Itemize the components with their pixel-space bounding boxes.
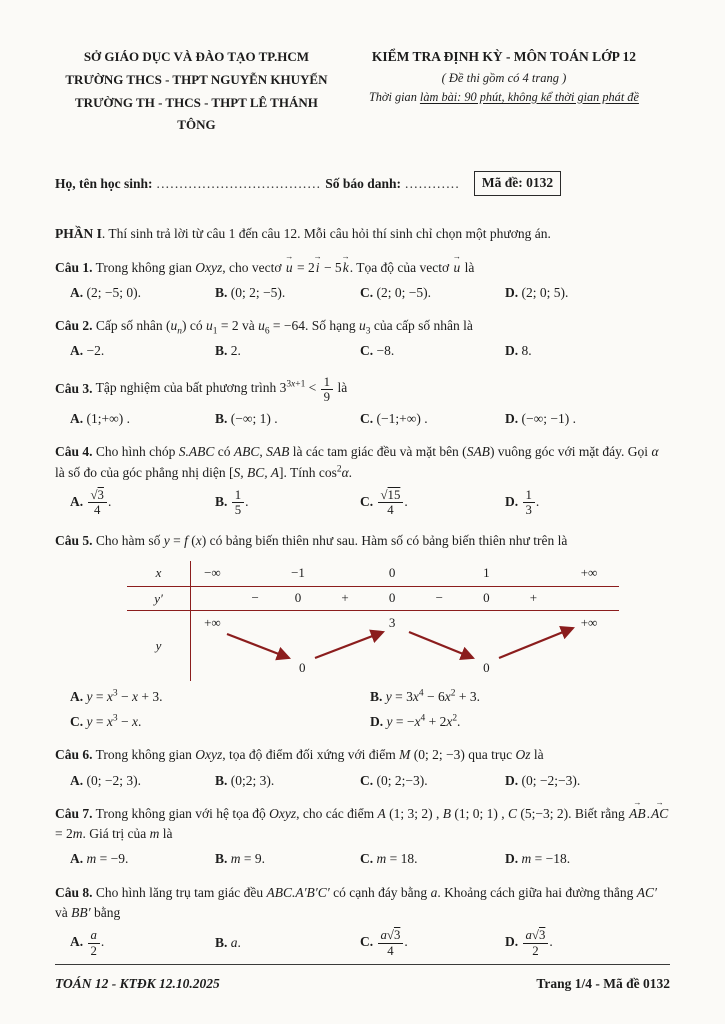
y-max: 3 [388, 614, 396, 630]
option-a-key: A. [70, 688, 84, 704]
question-6 [55, 745, 670, 791]
option-d [505, 409, 670, 429]
option-b-key: B. [370, 688, 383, 704]
y-limit-left: +∞ [204, 614, 221, 630]
option-c-value: (−1;+∞) . [376, 411, 428, 427]
y-row-values [191, 611, 619, 681]
option-b [215, 771, 360, 791]
option-d-value: $y = -x^4 + 2x^2$. [386, 713, 461, 730]
option-a [70, 928, 215, 958]
option-a-value: −2. [86, 343, 105, 359]
exam-pages-note: ( Đề thi gồm có 4 trang ) [441, 70, 567, 85]
option-d-key: D. [505, 284, 519, 300]
issuer-block [55, 46, 338, 137]
option-d [505, 771, 670, 791]
time-underlined: làm bài: 90 phút, không kể thời gian phát đề [419, 89, 639, 104]
option-d [505, 488, 670, 518]
yprime-sign: + [529, 589, 538, 605]
option-d [505, 849, 670, 869]
variation-table-yprime-row [127, 587, 619, 611]
option-d-value: (−∞; −1) . [521, 411, 576, 427]
option-c-key: C. [360, 934, 374, 950]
yprime-zero: 0 [483, 589, 490, 605]
exam-title-block [338, 46, 670, 137]
question-2-body: Cấp số nhân $(u_n)$ có $u_1 = 2$ và $u_6 = -64$. Số hạng $u_3$ của cấp số nhân là [95, 318, 473, 337]
option-a-key: A. [70, 772, 84, 788]
yprime-row-label: y′ [127, 587, 191, 610]
question-2-text [55, 316, 670, 336]
yprime-zero: 0 [388, 589, 396, 605]
option-d-key: D. [505, 493, 519, 509]
question-3-options [55, 409, 670, 429]
option-d-value: (0; −2;−3). [521, 772, 581, 788]
option-c-key: C. [70, 714, 84, 730]
student-id-label: Số báo danh: [325, 175, 402, 191]
y-min-1: 0 [299, 660, 306, 676]
option-b-key: B. [215, 772, 228, 788]
yprime-row-values [191, 587, 619, 610]
option-a [70, 341, 215, 361]
option-b-key: B. [215, 411, 228, 427]
variation-table-x-row [127, 561, 619, 587]
issuer-line-2: TRƯỜNG THCS - THPT NGUYỄN KHUYẾN [65, 71, 328, 87]
question-2 [55, 316, 670, 362]
option-a-value: (2; −5; 0). [86, 284, 141, 300]
question-5 [55, 531, 670, 733]
option-a [70, 771, 215, 791]
option-a-value: (0; −2; 3). [86, 772, 141, 788]
option-b-key: B. [215, 934, 228, 950]
time-prefix: Thời gian [368, 89, 420, 104]
yprime-sign: − [435, 589, 443, 605]
option-b-value: $\frac{1}{5}$ . [231, 494, 249, 509]
option-c-key: C. [360, 493, 374, 509]
question-7-options [55, 849, 670, 869]
option-d [505, 928, 670, 958]
option-c [360, 488, 505, 518]
option-b-value: 2. [230, 343, 241, 359]
yprime-zero: 0 [294, 589, 302, 605]
option-c [360, 849, 505, 869]
y-row-label: y [127, 611, 191, 681]
issuer-line-3: TRƯỜNG TH - THCS - THPT LÊ THÁNH TÔNG [75, 94, 318, 133]
option-b-value: (0; 2; −5). [230, 284, 286, 300]
option-b [215, 849, 360, 869]
option-c-key: C. [360, 284, 374, 300]
question-3-text [55, 375, 670, 405]
question-5-body: Cho hàm số y = f (x) có bảng biến thiên như sau. Hàm số có bảng biến thiên như trên là [95, 532, 568, 548]
question-1 [55, 258, 670, 304]
question-3 [55, 375, 670, 430]
part1-label: PHẦN I [55, 226, 102, 242]
option-d [505, 283, 670, 303]
option-b [215, 283, 360, 303]
question-7 [55, 804, 670, 870]
option-a-value: $y = x^3 - x + 3$. [86, 688, 163, 704]
x-row-values [191, 561, 619, 586]
option-b [215, 341, 360, 361]
x-value: −∞ [204, 564, 221, 580]
option-d-key: D. [505, 772, 519, 788]
option-a [70, 687, 370, 707]
option-d-key: D. [505, 411, 519, 427]
option-a-key: A. [70, 493, 84, 509]
student-name-label: Họ, tên học sinh: [55, 175, 153, 191]
option-a-key: A. [70, 851, 84, 867]
footer-exam-info: TOÁN 12 - KTĐK 12.10.2025 [55, 975, 220, 991]
question-4-text [55, 442, 670, 483]
option-d-value: 8. [521, 343, 532, 359]
question-7-body: Trong không gian với hệ tọa độ Oxyz, cho các điểm A (1; 3; 2) , B (1; 0; 1) , C (5;−3; 2). Biết rằng → AB.→ AC = 2m. Giá trị của m là [55, 806, 669, 841]
option-a-key: A. [70, 411, 84, 427]
page-footer [55, 964, 670, 994]
option-c-key: C. [360, 343, 374, 359]
option-c-value: (0; 2;−3). [376, 772, 428, 788]
question-1-body: Trong không gian Oxyz, cho vectơ → u = 2→ i − 5→ k. Tọa độ của vectơ → u là [96, 260, 475, 275]
option-c-key: C. [360, 411, 374, 427]
trend-up-arrow [315, 632, 383, 658]
option-c [360, 928, 505, 958]
exam-header [55, 46, 670, 137]
option-c-value: (2; 0; −5). [376, 284, 431, 300]
question-3-label: Câu 3. [55, 380, 93, 396]
option-b [370, 687, 670, 707]
yprime-sign: − [251, 589, 259, 605]
question-4 [55, 442, 670, 517]
option-d [370, 712, 670, 732]
question-5-label: Câu 5. [55, 532, 93, 548]
option-c-key: C. [360, 851, 374, 867]
option-c [360, 771, 505, 791]
question-8 [55, 883, 670, 958]
option-d-key: D. [505, 851, 519, 867]
question-1-label: Câu 1. [55, 259, 93, 275]
question-4-options [55, 488, 670, 518]
x-value: 0 [388, 564, 396, 580]
option-a-value: (1;+∞) . [86, 411, 130, 427]
part1-heading [55, 224, 670, 244]
option-a-key: A. [70, 343, 84, 359]
option-b-value: (0;2; 3). [230, 772, 275, 788]
option-a [70, 283, 215, 303]
option-c-value: $\frac{a√3}{4}$ . [377, 934, 408, 949]
variation-table [127, 561, 619, 681]
part1-instructions: . Thí sinh trả lời từ câu 1 đến câu 12. Mỗi câu hỏi thí sinh chỉ chọn một phương án. [101, 226, 551, 242]
option-d [505, 341, 670, 361]
issuer-line-1: SỞ GIÁO DỤC VÀ ĐÀO TẠO TP.HCM [83, 49, 310, 64]
option-c [360, 341, 505, 361]
question-6-text [55, 745, 670, 765]
option-c-value: −8. [376, 343, 395, 359]
option-d-key: D. [505, 934, 519, 950]
option-c-value: m = 18. [376, 851, 418, 867]
question-1-options [55, 283, 670, 303]
option-a-value: $\frac{√3}{4}$ . [87, 494, 112, 509]
exam-time-note [338, 88, 670, 108]
option-a [70, 488, 215, 518]
exam-code-box: Mã đề: 0132 [474, 171, 561, 196]
question-7-label: Câu 7. [55, 805, 93, 821]
option-d-value: m = −18. [521, 851, 571, 867]
question-6-label: Câu 6. [55, 747, 93, 763]
option-c [70, 712, 370, 732]
x-row-label: x [127, 561, 191, 586]
question-4-body: Cho hình chóp S.ABC có ABC, SAB là các tam giác đều và mặt bên (SAB) vuông góc với mặt đáy. Gọi α là số đo của góc phẳng nhị diện [S, BC, A]. Tính $\cos^2\alpha$. [55, 444, 659, 480]
student-name-dotted-field: .................................... [156, 175, 322, 191]
question-4-label: Câu 4. [55, 444, 93, 460]
footer-page-number: Trang 1/4 - Mã đề 0132 [536, 975, 670, 991]
option-b-value: m = 9. [230, 851, 266, 867]
option-d-key: D. [370, 714, 384, 730]
x-value: +∞ [580, 564, 598, 580]
question-8-options [55, 928, 670, 958]
exam-title: KIỂM TRA ĐỊNH KỲ - MÔN TOÁN LỚP 12 [371, 49, 636, 64]
option-c-value: $y = x^3 - x$. [86, 713, 142, 730]
variation-arrows [191, 611, 619, 681]
question-2-options [55, 341, 670, 361]
option-b-key: B. [215, 493, 228, 509]
option-b-value: $y = 3x^4 - 6x^2 + 3$. [385, 688, 480, 704]
question-8-label: Câu 8. [55, 884, 93, 900]
trend-down-arrow [409, 632, 473, 658]
trend-up-arrow [499, 628, 573, 658]
option-c [360, 409, 505, 429]
question-8-text [55, 883, 670, 924]
option-b [215, 933, 360, 953]
option-a [70, 849, 215, 869]
option-c-key: C. [360, 772, 374, 788]
question-8-body: Cho hình lăng trụ tam giác đều ABC.A′B′C′ có cạnh đáy bằng a. Khoảng cách giữa hai đường thẳng AC′ và BB′ bằng [55, 884, 657, 920]
option-d-value: $\frac{1}{3}$ . [522, 494, 540, 509]
option-c [360, 283, 505, 303]
option-c-value: $\frac{√15}{4}$ . [377, 494, 408, 509]
student-id-dotted-field: ............ [405, 175, 460, 191]
question-7-text [55, 804, 670, 845]
question-5-options [55, 687, 670, 733]
option-a [70, 409, 215, 429]
option-d-value: $\frac{a√3}{2}$ . [522, 934, 553, 949]
option-b-key: B. [215, 284, 228, 300]
question-1-text [55, 258, 670, 278]
option-b-value: a. [230, 934, 241, 950]
option-a-key: A. [70, 284, 84, 300]
trend-down-arrow [227, 634, 289, 658]
option-b [215, 409, 360, 429]
x-value: 1 [483, 564, 490, 580]
option-b-key: B. [215, 343, 228, 359]
question-6-body: Trong không gian Oxyz, tọa độ điểm đối xứng với điểm M (0; 2; −3) qua trục Oz là [95, 747, 544, 763]
option-d-key: D. [505, 343, 519, 359]
question-5-text [55, 531, 670, 551]
option-b [215, 488, 360, 518]
y-limit-right: +∞ [580, 614, 598, 630]
question-6-options [55, 771, 670, 791]
option-a-key: A. [70, 934, 84, 950]
option-a-value: m = −9. [86, 851, 129, 867]
option-b-key: B. [215, 851, 228, 867]
question-3-body: Tập nghiệm của bất phương trình $3^{3x+1}$ < $\frac{1}{9}$ là [95, 374, 348, 404]
option-a-value: $\frac{a}{2}$ . [87, 934, 105, 949]
yprime-sign: + [341, 589, 349, 605]
x-value: −1 [291, 564, 305, 580]
option-b-value: (−∞; 1) . [230, 411, 278, 427]
option-d-value: (2; 0; 5). [521, 284, 569, 300]
y-min-2: 0 [483, 660, 490, 676]
question-2-label: Câu 2. [55, 318, 93, 333]
variation-table-y-row [127, 611, 619, 681]
student-info-row [55, 171, 670, 196]
